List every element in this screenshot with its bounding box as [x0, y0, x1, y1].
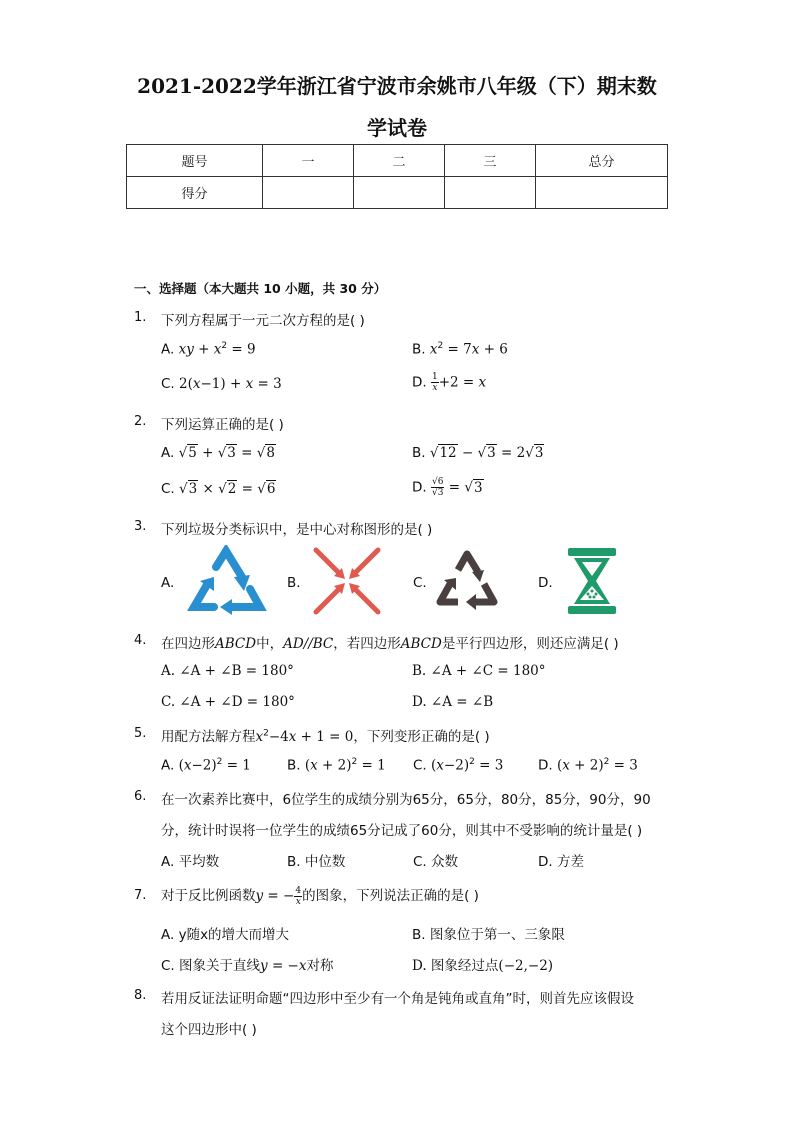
score-cell — [445, 177, 536, 209]
option-d-label: D. — [538, 575, 553, 591]
option-a: A. ∠A + ∠B = 180° — [161, 663, 294, 679]
option-d: D. ∠A = ∠B — [412, 694, 494, 710]
question-number: 2. — [134, 414, 147, 429]
question-number: 3. — [134, 519, 147, 534]
recycle-triangle-blue-icon — [186, 545, 268, 617]
question-stem-line1: 若用反证法证明命题“四边形中至少有一个角是钝角或直角”时，则首先应该假设 — [161, 991, 634, 1007]
score-header-cell: 二 — [354, 145, 445, 177]
question-number: 5. — [134, 726, 147, 741]
option-a: A. 平均数 — [161, 854, 220, 870]
option-b-label: B. — [287, 575, 301, 591]
option-label: C. — [413, 757, 427, 774]
question-number: 6. — [134, 789, 147, 804]
stem-text: 的图象，下列说法正确的是( ) — [302, 888, 479, 904]
question-stem-line2: 分，统计时误将一位学生的成绩65分记成了60分，则其中不受影响的统计量是( ) — [161, 823, 643, 839]
question-number: 8. — [134, 988, 147, 1003]
option-label: D. — [412, 374, 427, 391]
stem-text: 对于反比例函数 — [161, 888, 256, 904]
option-a: A. y随x的增大而增大 — [161, 927, 290, 943]
option-d: D. $(x + 2)^2 = 3$ — [538, 757, 638, 774]
option-d: D. 图象经过点(−2,−2) — [412, 958, 554, 974]
question-number: 1. — [134, 310, 147, 325]
score-header-cell: 总分 — [536, 145, 668, 177]
option-b: B. 中位数 — [287, 854, 346, 870]
question-number: 7. — [134, 888, 147, 903]
option-c-label: C. — [413, 575, 427, 591]
exam-title-line2: 学试卷 — [367, 116, 427, 140]
option-label: A. — [161, 757, 175, 774]
option-label: B. — [412, 341, 426, 358]
option-a: A. √5 + √3 = √8 — [161, 445, 275, 461]
option-label: C. — [161, 481, 175, 497]
question-stem: 用配方法解方程$x^2-4x + 1 = 0$，下列变形正确的是( ) — [161, 728, 490, 745]
stem-text: 是平行四边形，则还应满足( ) — [441, 636, 619, 652]
question-stem: 下列垃圾分类标识中，是中心对称图形的是( ) — [161, 522, 433, 538]
option-b: B. 图象位于第一、三象限 — [412, 927, 565, 943]
option-label: A. — [161, 341, 175, 358]
option-a: A. xy + $x^2 = 9$ — [161, 341, 256, 358]
score-header-cell: 题号 — [127, 145, 263, 177]
question-stem-line1: 在一次素养比赛中，6位学生的成绩分别为65分，65分，80分，85分，90分，90 — [161, 792, 651, 808]
question-stem: 下列方程属于一元二次方程的是( ) — [161, 313, 365, 329]
option-c: C. 图象关于直线y = −x对称 — [161, 958, 334, 974]
red-cross-arrows-icon — [312, 546, 382, 616]
score-table — [126, 144, 668, 209]
stem-text: 中， — [256, 636, 284, 652]
green-hourglass-icon — [566, 546, 618, 616]
dark-recycle-arrows-icon — [436, 548, 498, 614]
option-label: D. — [412, 479, 427, 496]
option-label: D. — [538, 757, 553, 774]
option-b: B. $x^2 = 7x + 6$ — [412, 341, 508, 358]
score-cell — [536, 177, 668, 209]
question-stem: 下列运算正确的是( ) — [161, 417, 284, 433]
score-cell — [263, 177, 354, 209]
exam-title-line1: 2021-2022学年浙江省宁波市余姚市八年级（下）期末数 — [137, 74, 657, 98]
stem-text: ，若四边形 — [333, 636, 401, 652]
option-a-label: A. — [161, 575, 175, 591]
parallel-condition: AD//BC — [283, 636, 334, 652]
option-label: A. — [161, 445, 175, 461]
stem-text: ，下列变形正确的是( ) — [353, 729, 490, 745]
option-label: B. — [287, 757, 301, 774]
stem-text: 在四边形 — [161, 636, 215, 652]
option-c: C. $(x-2)^2 = 3$ — [413, 757, 504, 774]
option-b: B. ∠A + ∠C = 180° — [412, 663, 546, 679]
option-b: B. $(x + 2)^2 = 1$ — [287, 757, 386, 774]
question-stem: 对于反比例函数y = − $\frac{4}{x}$ 的图象，下列说法正确的是( ) — [161, 885, 479, 907]
score-header-cell: 一 — [263, 145, 354, 177]
question-stem-line2: 这个四边形中( ) — [161, 1022, 257, 1038]
stem-text: 用配方法解方程 — [161, 729, 256, 745]
option-d: D. 方差 — [538, 854, 584, 870]
option-label: C. — [161, 376, 175, 392]
option-text: 对称 — [306, 958, 334, 974]
quad-name: ABCD — [215, 636, 257, 652]
quad-name: ABCD — [400, 636, 442, 652]
option-d: D. $\frac{1}{x}$ +2 = x — [412, 372, 487, 393]
option-text: C. 图象关于直线 — [161, 958, 261, 974]
question-number: 4. — [134, 633, 147, 648]
score-row-label: 得分 — [127, 177, 263, 209]
option-b: B. √12 − √3 = 2√3 — [412, 445, 544, 461]
score-cell — [354, 177, 445, 209]
option-c: C. ∠A + ∠D = 180° — [161, 694, 295, 710]
option-label: B. — [412, 445, 426, 461]
option-c: C. 众数 — [413, 854, 459, 870]
option-c: C. √3 × √2 = √6 — [161, 481, 276, 497]
section-header: 一、选择题（本大题共 10 小题，共 30 分） — [134, 281, 387, 296]
question-stem — [161, 632, 619, 652]
score-table-score-row — [127, 177, 668, 209]
option-d: D. $\frac{√6}{√3}$ = √3 — [412, 477, 483, 498]
score-table-header-row — [127, 145, 668, 177]
option-c: C. 2(x−1) + x = 3 — [161, 376, 282, 392]
option-a: A. $(x-2)^2 = 1$ — [161, 757, 251, 774]
score-header-cell: 三 — [445, 145, 536, 177]
